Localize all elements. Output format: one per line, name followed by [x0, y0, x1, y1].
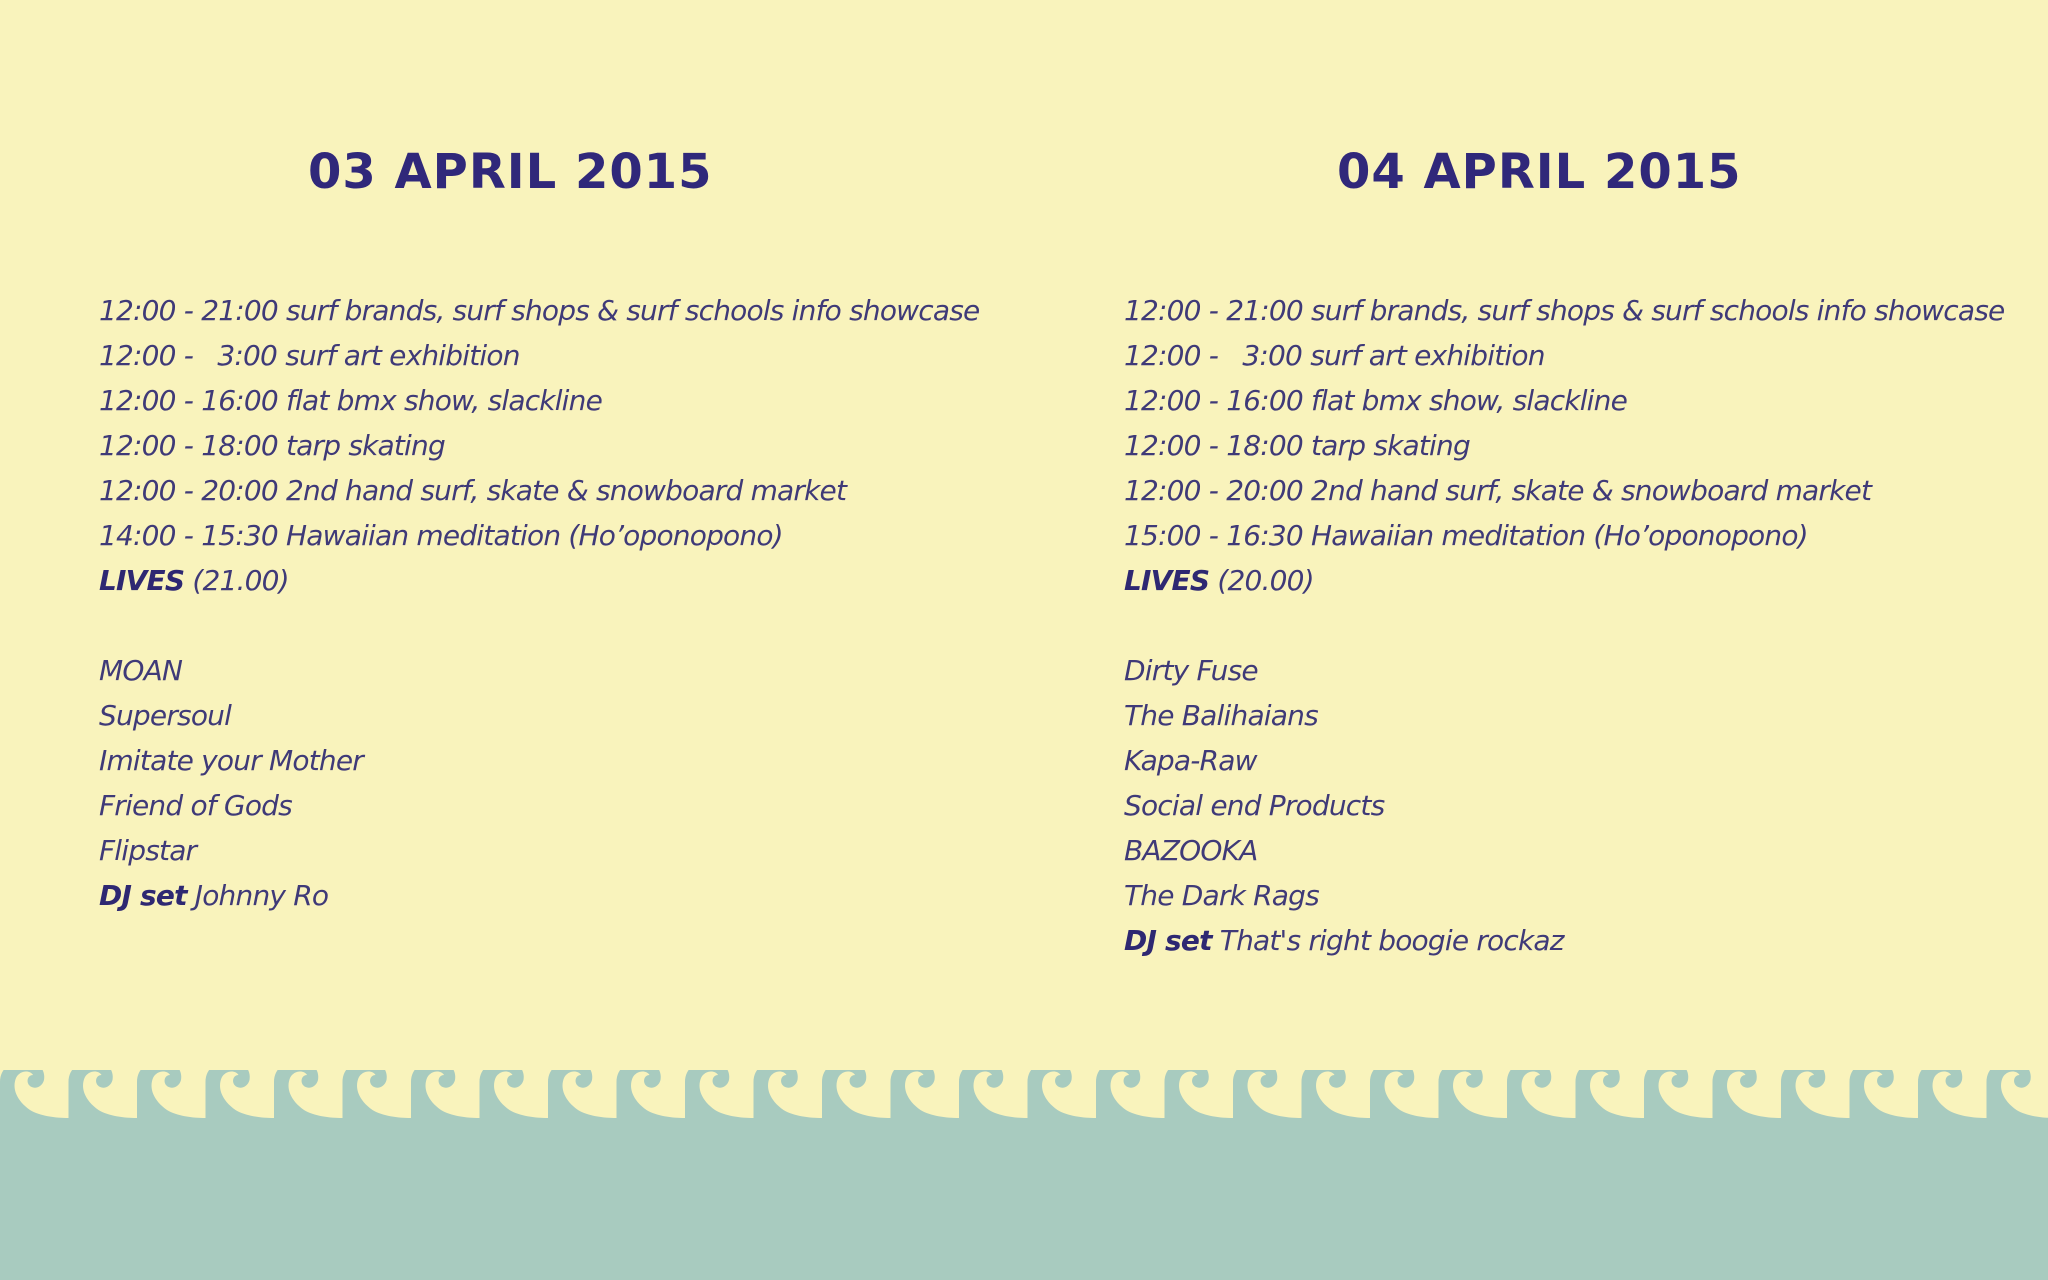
schedule-activity: flat bmx show, slackline — [286, 384, 603, 417]
schedule-time: 12:00 - 16:00 — [99, 384, 278, 417]
lives-heading — [1124, 558, 1314, 603]
dj-set-name: That's right boogie rockaz — [1219, 924, 1564, 957]
schedule-item — [99, 513, 979, 558]
dj-set-item — [99, 873, 363, 918]
schedule-item — [99, 423, 979, 468]
schedule-time: 15:00 - 16:30 — [1124, 519, 1303, 552]
schedule-item — [1124, 423, 2004, 468]
band-item: Social end Products — [1124, 789, 1385, 822]
band-item: Flipstar — [99, 834, 197, 867]
schedule-list — [1124, 288, 2004, 558]
schedule-activity: Hawaiian meditation (Ho’oponopono) — [286, 519, 783, 552]
band-item: BAZOOKA — [1124, 834, 1258, 867]
schedule-time: 12:00 - 21:00 — [1124, 294, 1303, 327]
schedule-time: 12:00 - 18:00 — [99, 429, 278, 462]
sea-band — [0, 1118, 2048, 1280]
schedule-time: 14:00 - 15:30 — [99, 519, 278, 552]
lives-label: LIVES — [1124, 564, 1210, 597]
lives-label: LIVES — [99, 564, 185, 597]
band-list — [99, 648, 363, 918]
band-item: Dirty Fuse — [1124, 654, 1258, 687]
schedule-activity: tarp skating — [286, 429, 445, 462]
schedule-item — [1124, 378, 2004, 423]
schedule-item — [99, 333, 979, 378]
schedule-activity: 2nd hand surf, skate & snowboard market — [286, 474, 847, 507]
lives-time: (20.00) — [1217, 564, 1314, 597]
schedule-item — [1124, 333, 2004, 378]
schedule-activity: surf art exhibition — [285, 339, 520, 372]
schedule-item — [99, 468, 979, 513]
dj-set-label: DJ set — [1124, 924, 1212, 957]
lives-heading — [99, 558, 289, 603]
band-item: The Balihaians — [1124, 699, 1318, 732]
dj-set-name: Johnny Ro — [194, 879, 329, 912]
band-item: The Dark Rags — [1124, 879, 1319, 912]
schedule-activity: 2nd hand surf, skate & snowboard market — [1311, 474, 1872, 507]
schedule-activity: surf art exhibition — [1310, 339, 1545, 372]
schedule-item — [99, 378, 979, 423]
band-item: Imitate your Mother — [99, 744, 363, 777]
schedule-activity: Hawaiian meditation (Ho’oponopono) — [1311, 519, 1808, 552]
day-title: 04 APRIL 2015 — [1337, 144, 1742, 200]
schedule-time: 12:00 - 20:00 — [1124, 474, 1303, 507]
schedule-item — [1124, 288, 2004, 333]
band-item: Friend of Gods — [99, 789, 292, 822]
band-item: MOAN — [99, 654, 183, 687]
schedule-activity: surf brands, surf shops & surf schools info showcase — [1311, 294, 2005, 327]
schedule-time: 12:00 - 3:00 — [99, 339, 278, 372]
schedule-time: 12:00 - 20:00 — [99, 474, 278, 507]
schedule-item — [1124, 513, 2004, 558]
band-list — [1124, 648, 1564, 963]
band-item: Supersoul — [99, 699, 232, 732]
dj-set-label: DJ set — [99, 879, 187, 912]
schedule-activity: surf brands, surf shops & surf schools info showcase — [286, 294, 980, 327]
dj-set-item — [1124, 918, 1564, 963]
schedule-activity: flat bmx show, slackline — [1311, 384, 1628, 417]
band-item: Kapa-Raw — [1124, 744, 1257, 777]
day-title: 03 APRIL 2015 — [308, 144, 713, 200]
schedule-time: 12:00 - 3:00 — [1124, 339, 1303, 372]
schedule-list — [99, 288, 979, 558]
schedule-time: 12:00 - 16:00 — [1124, 384, 1303, 417]
schedule-item — [99, 288, 979, 333]
schedule-time: 12:00 - 18:00 — [1124, 429, 1303, 462]
schedule-item — [1124, 468, 2004, 513]
schedule-time: 12:00 - 21:00 — [99, 294, 278, 327]
schedule-activity: tarp skating — [1311, 429, 1470, 462]
lives-time: (21.00) — [192, 564, 289, 597]
wave-border — [0, 1060, 2048, 1280]
